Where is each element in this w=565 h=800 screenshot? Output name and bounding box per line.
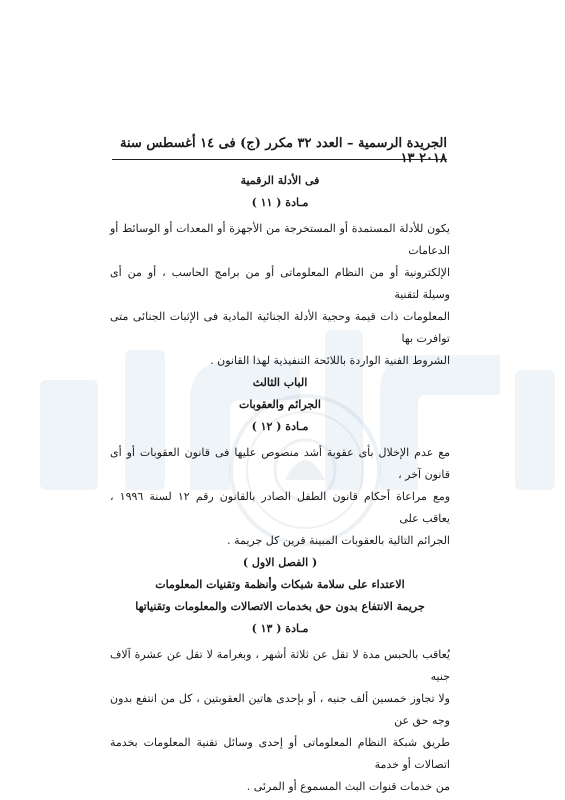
header-divider	[112, 159, 447, 160]
article-12-line: ومع مراعاة أحكام قانون الطفل الصادر بالقانون رقم ١٢ لسنة ١٩٩٦ ، يعاقب على	[110, 490, 451, 525]
article-13-line: من خدمات قنوات البث المسموع أو المرئى .	[246, 780, 450, 793]
article-11-line: يكون للأدلة المستمدة أو المستخرجة من الأجهزة أو المعدات أو الوسائط أو الدعامات	[110, 222, 450, 257]
article-12-line: مع عدم الإخلال بأى عقوبة أشد منصوص عليها فى قانون العقوبات أو أى قانون آخر ،	[110, 446, 450, 481]
article-11-heading: مـادة ( ١١ )	[251, 196, 309, 209]
article-13-line: ولا تجاوز خمسين ألف جنيه ، أو بإحدى هاتين العقوبتين ، كل من انتفع بدون وجه حق عن	[110, 692, 450, 727]
page-header: الجريدة الرسمية – العدد ٣٢ مكرر (ج) فى ١٤ أغسطس سنة ٢٠١٨ ١٣	[120, 136, 447, 166]
article-11-line: المعلومات ذات قيمة وحجية الأدلة الجنائية المادية فى الإثبات الجنائى متى توافرت بها	[110, 310, 450, 345]
chapter-1-title: ( الفصل الاول )	[242, 556, 318, 569]
chapter-1-crime-title: جريمة الانتفاع بدون حق بخدمات الاتصالات والمعلومات وتقنياتها	[135, 600, 425, 613]
part-3-title: الباب الثالث	[252, 376, 308, 389]
part-3-subtitle: الجرائم والعقوبات	[239, 398, 321, 411]
article-13-line: يُعاقب بالحبس مدة لا تقل عن ثلاثة أشهر ، وبغرامة لا تقل عن عشرة آلاف جنيه	[110, 648, 450, 683]
article-12-line: الجرائم التالية بالعقوبات المبينة قرين كل جريمة .	[227, 534, 450, 547]
article-11-line: الإلكترونية أو من النظام المعلوماتى أو من برامج الحاسب ، أو من أى وسيلة لتقنية	[110, 266, 450, 301]
article-11-line: الشروط الفنية الواردة باللائحة التنفيذية لهذا القانون .	[210, 354, 450, 367]
chapter-1-subtitle: الاعتداء على سلامة شبكات وأنظمة وتقنيات المعلومات	[155, 578, 405, 591]
document-body	[110, 170, 450, 798]
article-13-line: طريق شبكة النظام المعلوماتى أو إحدى وسائل تقنية المعلومات بخدمة اتصالات أو خدمة	[110, 736, 450, 771]
article-13-heading: مـادة ( ١٣ )	[251, 622, 309, 635]
article-12-heading: مـادة ( ١٢ )	[251, 420, 309, 433]
section-title: فى الأدلة الرقمية	[240, 174, 320, 187]
